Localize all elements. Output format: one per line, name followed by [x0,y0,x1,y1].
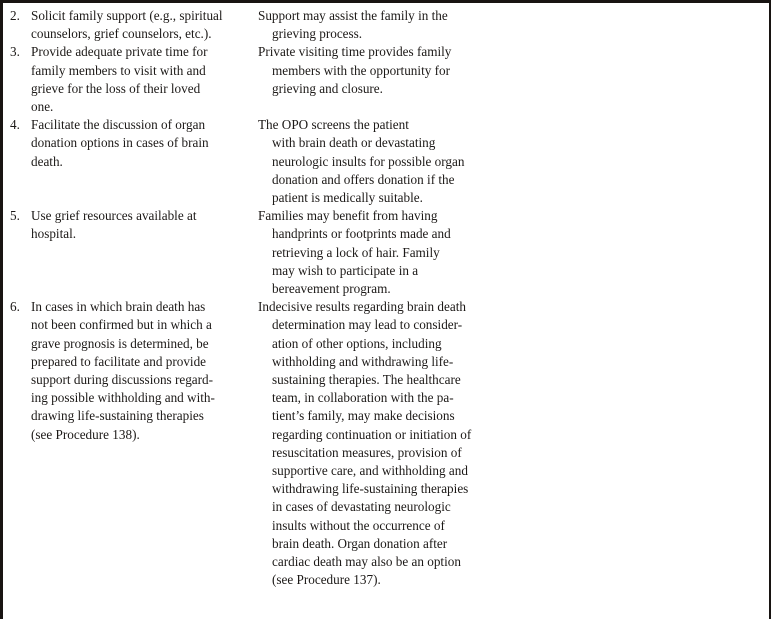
step-text-line: one. [31,99,54,115]
rationale-cell [258,43,553,98]
step-text-line: Use grief resources available at [31,208,197,224]
rationale-text-line: withdrawing life-sustaining therapies [272,481,469,497]
step-text-line: Solicit family support (e.g., spiritual [31,8,223,23]
step-text-line: ing possible withholding and with- [31,390,215,406]
rationale-text-line: Families may benefit from having [258,208,438,224]
step-cell [31,298,258,444]
rationale-text-line: regarding continuation or initiation of [272,426,472,442]
step-cell [31,207,258,243]
table-row [3,116,769,207]
rationale-text-line: with brain death or devastating [272,135,436,151]
step-text-line: donation options in cases of brain [31,135,209,151]
step-text-line: hospital. [31,226,77,242]
rationale-text-line: resuscitation measures, provision of [272,444,462,460]
rationale-text-line: withholding and withdrawing life- [272,353,454,369]
step-text-line: support during discussions regard- [31,372,214,388]
table-row [3,207,769,298]
step-cell [31,43,258,116]
rationale-cell [258,207,553,298]
rationale-text-line: Private visiting time provides family [258,44,452,60]
step-number: 4. [10,117,20,133]
rationale-text-line: may wish to participate in a [272,262,419,278]
step-text-line: death. [31,153,63,169]
step-number: 6. [10,299,20,315]
rationale-text-line: retrieving a lock of hair. Family [272,244,440,260]
step-text-line: prepared to facilitate and provide [31,353,207,369]
table-row [3,7,769,43]
rationale-text-line: Support may assist the family in the [258,8,448,23]
step-cell [31,7,258,43]
rationale-text-line: insults without the occurrence of [272,517,445,533]
step-text-line: drawing life-sustaining therapies [31,408,204,424]
step-text-line: Provide adequate private time for [31,44,208,60]
step-text-line: counselors, grief counselors, etc.). [31,26,212,42]
procedure-table [3,3,769,619]
step-text-line: family members to visit with and [31,62,206,78]
rationale-text-line: handprints or footprints made and [272,226,451,242]
step-text-line: not been confirmed but in which a [31,317,212,333]
rationale-cell [258,7,553,43]
rationale-text-line: ation of other options, including [272,335,442,351]
step-text-line: grieve for the loss of their loved [31,80,201,96]
step-text-line: grave prognosis is determined, be [31,335,209,351]
rationale-text-line: bereavement program. [272,281,391,297]
rationale-text-line: grieving and closure. [272,80,383,96]
rationale-text-line: cardiac death may also be an option [272,554,461,570]
rationale-text-line: patient is medically suitable. [272,190,423,206]
rationale-text-line: members with the opportunity for [272,62,450,78]
rationale-text-line: The OPO screens the patient [258,117,409,133]
rationale-text-line: supportive care, and withholding and [272,463,468,479]
table-row [3,298,769,589]
step-number: 3. [10,44,20,60]
rationale-text-line: neurologic insults for possible organ [272,153,465,169]
rationale-cell [258,116,553,207]
rationale-text-line: team, in collaboration with the pa- [272,390,454,406]
rationale-cell [258,298,553,589]
rationale-text-line: in cases of devastating neurologic [272,499,451,515]
table-row [3,43,769,116]
rationale-text-line: (see Procedure 137). [272,572,381,588]
rationale-text-line: determination may lead to consider- [272,317,463,333]
step-number: 5. [10,208,20,224]
step-text-line: (see Procedure 138). [31,426,140,442]
step-number: 2. [10,8,20,23]
rationale-text-line: brain death. Organ donation after [272,535,448,551]
rationale-text-line: donation and offers donation if the [272,171,455,187]
rationale-text-line: Indecisive results regarding brain death [258,299,466,315]
rationale-text-line: tient’s family, may make decisions [272,408,455,424]
step-text-line: Facilitate the discussion of organ [31,117,206,133]
step-text-line: In cases in which brain death has [31,299,206,315]
step-cell [31,116,258,171]
rationale-text-line: grieving process. [272,26,363,42]
rationale-text-line: sustaining therapies. The healthcare [272,372,461,388]
